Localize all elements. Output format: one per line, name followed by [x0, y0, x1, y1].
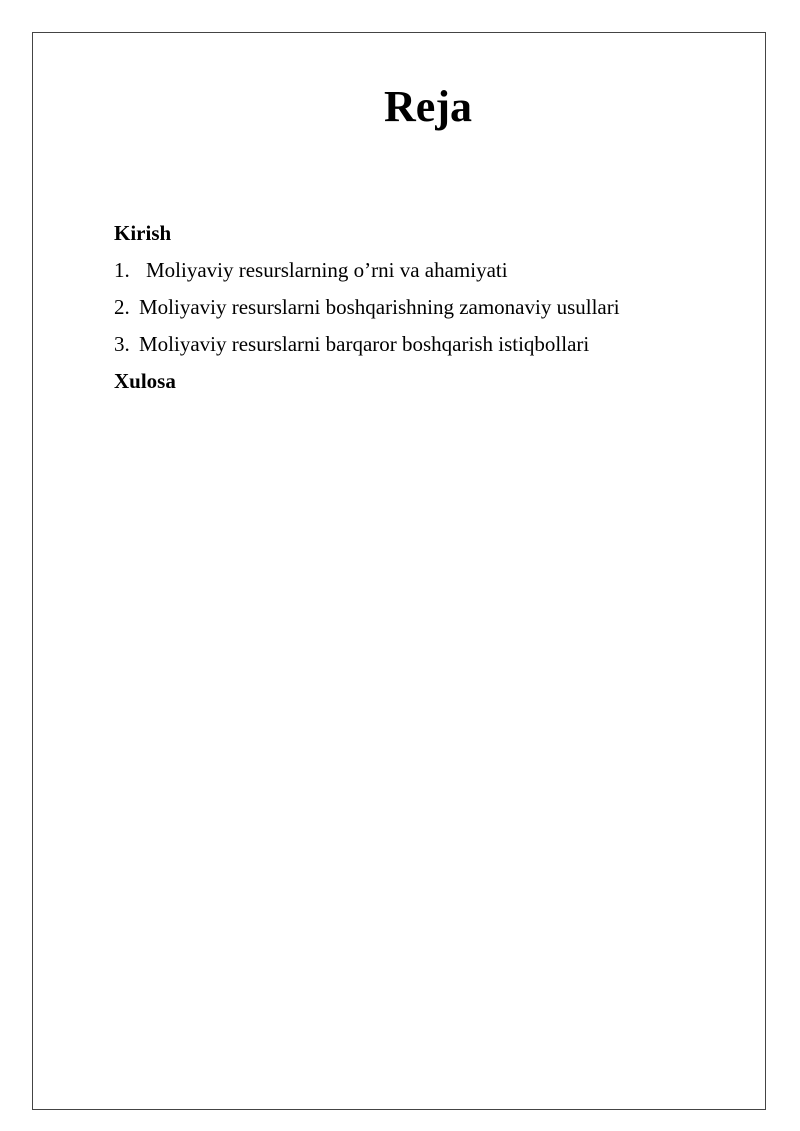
plan-item-text: Moliyaviy resurslarning o’rni va ahamiyati: [146, 258, 508, 282]
plan-item-text: Moliyaviy resurslarni boshqarishning zamonaviy usullari: [139, 295, 620, 319]
plan-item-2: [114, 293, 620, 330]
plan-list: [114, 219, 620, 404]
plan-item-number: 1.: [114, 258, 130, 282]
plan-item-1: [114, 256, 620, 293]
plan-item-number: 3.: [114, 332, 130, 356]
conclusion-heading: Xulosa: [114, 369, 176, 393]
plan-item-text: Moliyaviy resurslarni barqaror boshqarish istiqbollari: [139, 332, 590, 356]
page-border: [32, 32, 766, 1110]
intro-heading: Kirish: [114, 221, 172, 245]
plan-item-number: 2.: [114, 295, 130, 319]
plan-item-3: [114, 330, 620, 367]
page-title: Reja: [384, 82, 472, 131]
